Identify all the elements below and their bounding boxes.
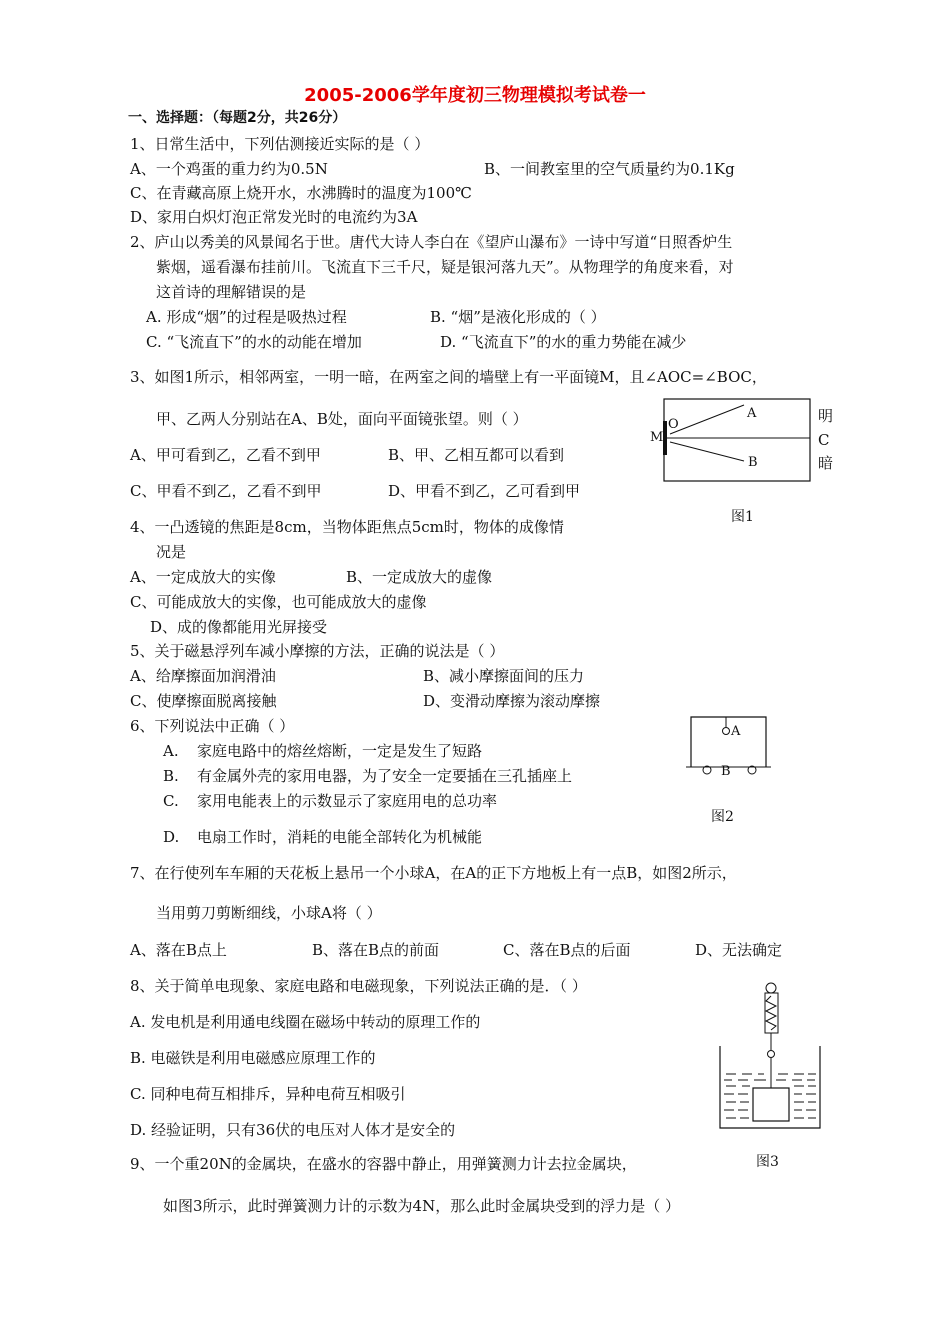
fig2-car-body xyxy=(691,717,766,767)
q4-stem-line1: 4、一凸透镜的焦距是8cm，当物体距焦点5cm时，物体的成像情 xyxy=(130,518,564,536)
fig3-scale-ring xyxy=(766,983,776,993)
q7-option-c: C、落在B点的后面 xyxy=(503,941,631,959)
q6-option-b: 有金属外壳的家用电器，为了安全一定要插在三孔插座上 xyxy=(197,767,573,785)
q3-stem-line1: 3、如图1所示，相邻两室，一明一暗，在两室之间的墙壁上有一平面镜M，且∠AOC=∠BOC， xyxy=(130,368,767,386)
q5-option-a: A、给摩擦面加润滑油 xyxy=(130,667,276,685)
q2-option-b: B. “烟”是液化形成的（ ） xyxy=(430,308,606,326)
q6-option-b-label: B. xyxy=(163,767,179,785)
q9-stem-line1: 9、一个重20N的金属块，在盛水的容器中静止，用弹簧测力计去拉金属块， xyxy=(130,1155,637,1173)
fig1-label-dark: 暗 xyxy=(818,454,834,472)
fig2-label-b: B xyxy=(721,764,731,779)
exam-title: 2005-2006学年度初三物理模拟考试卷一 xyxy=(304,85,646,106)
q6-option-d-label: D. xyxy=(163,828,180,846)
q6-option-d: 电扇工作时，消耗的电能全部转化为机械能 xyxy=(197,828,483,846)
fig1-label-a: A xyxy=(747,406,757,421)
q2-stem-line1: 2、庐山以秀美的风景闻名于世。唐代大诗人李白在《望庐山瀑布》一诗中写道“日照香炉生 xyxy=(130,233,733,251)
fig1-caption: 图1 xyxy=(731,509,754,525)
fig3-spring xyxy=(766,996,776,1030)
fig2-label-a: A xyxy=(731,724,741,739)
fig2-ball-a xyxy=(723,728,730,735)
q6-option-a: 家庭电路中的熔丝熔断，一定是发生了短路 xyxy=(197,742,483,760)
q4-option-b: B、一定成放大的虚像 xyxy=(346,568,493,586)
fig3-metal-block xyxy=(753,1088,789,1121)
q8-option-c: C. 同种电荷互相排斥，异种电荷互相吸引 xyxy=(130,1085,406,1103)
q3-option-d: D、甲看不到乙，乙可看到甲 xyxy=(388,482,581,500)
q7-option-d: D、无法确定 xyxy=(695,941,783,959)
q8-stem: 8、关于简单电现象、家庭电路和电磁现象，下列说法正确的是．（ ） xyxy=(130,977,587,995)
fig1-rooms-frame xyxy=(664,399,810,481)
q2-option-d: D. “飞流直下”的水的重力势能在减少 xyxy=(440,333,687,351)
fig1-label-bright: 明 xyxy=(818,407,834,425)
fig1-ray-oa xyxy=(670,405,744,434)
fig1-label-o: O xyxy=(668,417,679,432)
q3-option-a: A、甲可看到乙，乙看不到甲 xyxy=(130,446,321,464)
q1-option-c: C、在青藏高原上烧开水，水沸腾时的温度为100℃ xyxy=(130,184,472,202)
q6-option-c-label: C. xyxy=(163,792,179,810)
q7-option-a: A、落在B点上 xyxy=(130,941,227,959)
q1-option-d: D、家用白炽灯泡正常发光时的电流约为3A xyxy=(130,208,418,226)
q8-option-d: D. 经验证明，只有36伏的电压对人体才是安全的 xyxy=(130,1121,456,1139)
q3-option-b: B、甲、乙相互都可以看到 xyxy=(388,446,565,464)
q4-option-a: A、一定成放大的实像 xyxy=(130,568,276,586)
q6-option-c: 家用电能表上的示数显示了家庭用电的总功率 xyxy=(197,792,498,810)
q6-option-a-label: A. xyxy=(163,742,179,760)
fig1-label-m: M xyxy=(650,430,664,445)
fig3-spring-scale xyxy=(765,993,778,1033)
q7-stem-line2: 当用剪刀剪断细线，小球A将（ ） xyxy=(156,904,382,922)
q1-stem: 1、日常生活中，下列估测接近实际的是（ ） xyxy=(130,135,430,153)
fig3-caption: 图3 xyxy=(756,1154,779,1170)
q9-stem-line2: 如图3所示，此时弹簧测力计的示数为4N，那么此时金属块受到的浮力是（ ） xyxy=(163,1197,680,1215)
q6-stem: 6、下列说法中正确（ ） xyxy=(130,717,295,735)
q5-option-d: D、变滑动摩擦为滚动摩擦 xyxy=(423,692,601,710)
figure-3-spring-scale-diagram xyxy=(714,978,824,1148)
q5-stem: 5、关于磁悬浮列车减小摩擦的方法，正确的说法是（ ） xyxy=(130,642,505,660)
q2-option-a: A. 形成“烟”的过程是吸热过程 xyxy=(146,308,347,326)
q3-stem-line2: 甲、乙两人分别站在A、B处，面向平面镜张望。则（ ） xyxy=(156,410,528,428)
fig2-caption: 图2 xyxy=(711,809,734,825)
fig3-hook xyxy=(768,1051,775,1058)
fig1-label-b: B xyxy=(748,455,758,470)
section-heading: 一、选择题：（每题2分，共26分） xyxy=(128,110,347,126)
q1-option-b: B、一间教室里的空气质量约为0.1Kg xyxy=(484,160,735,178)
q2-option-c: C. “飞流直下”的水的动能在增加 xyxy=(146,333,362,351)
q8-option-b: B. 电磁铁是利用电磁感应原理工作的 xyxy=(130,1049,376,1067)
q2-stem-line3: 这首诗的理解错误的是 xyxy=(156,283,307,301)
q7-stem-line1: 7、在行使列车车厢的天花板上悬吊一个小球A，在A的正下方地板上有一点B，如图2所示， xyxy=(130,864,737,882)
q3-option-c: C、甲看不到乙，乙看不到甲 xyxy=(130,482,322,500)
q8-option-a: A. 发电机是利用通电线圈在磁场中转动的原理工作的 xyxy=(130,1013,481,1031)
q1-option-a: A、一个鸡蛋的重力约为0.5N xyxy=(130,160,328,178)
q2-stem-line2: 紫烟，遥看瀑布挂前川。飞流直下三千尺，疑是银河落九天”。从物理学的角度来看，对 xyxy=(156,258,734,276)
fig1-mirror xyxy=(663,421,667,455)
q5-option-c: C、使摩擦面脱离接触 xyxy=(130,692,277,710)
q4-option-d: D、成的像都能用光屏接受 xyxy=(150,618,328,636)
q7-option-b: B、落在B点的前面 xyxy=(312,941,440,959)
q4-option-c: C、可能成放大的实像，也可能成放大的虚像 xyxy=(130,593,427,611)
q5-option-b: B、减小摩擦面间的压力 xyxy=(423,667,585,685)
q4-stem-line2: 况是 xyxy=(156,543,187,561)
fig1-ray-ob xyxy=(670,442,744,461)
fig1-label-c: C xyxy=(818,431,830,449)
